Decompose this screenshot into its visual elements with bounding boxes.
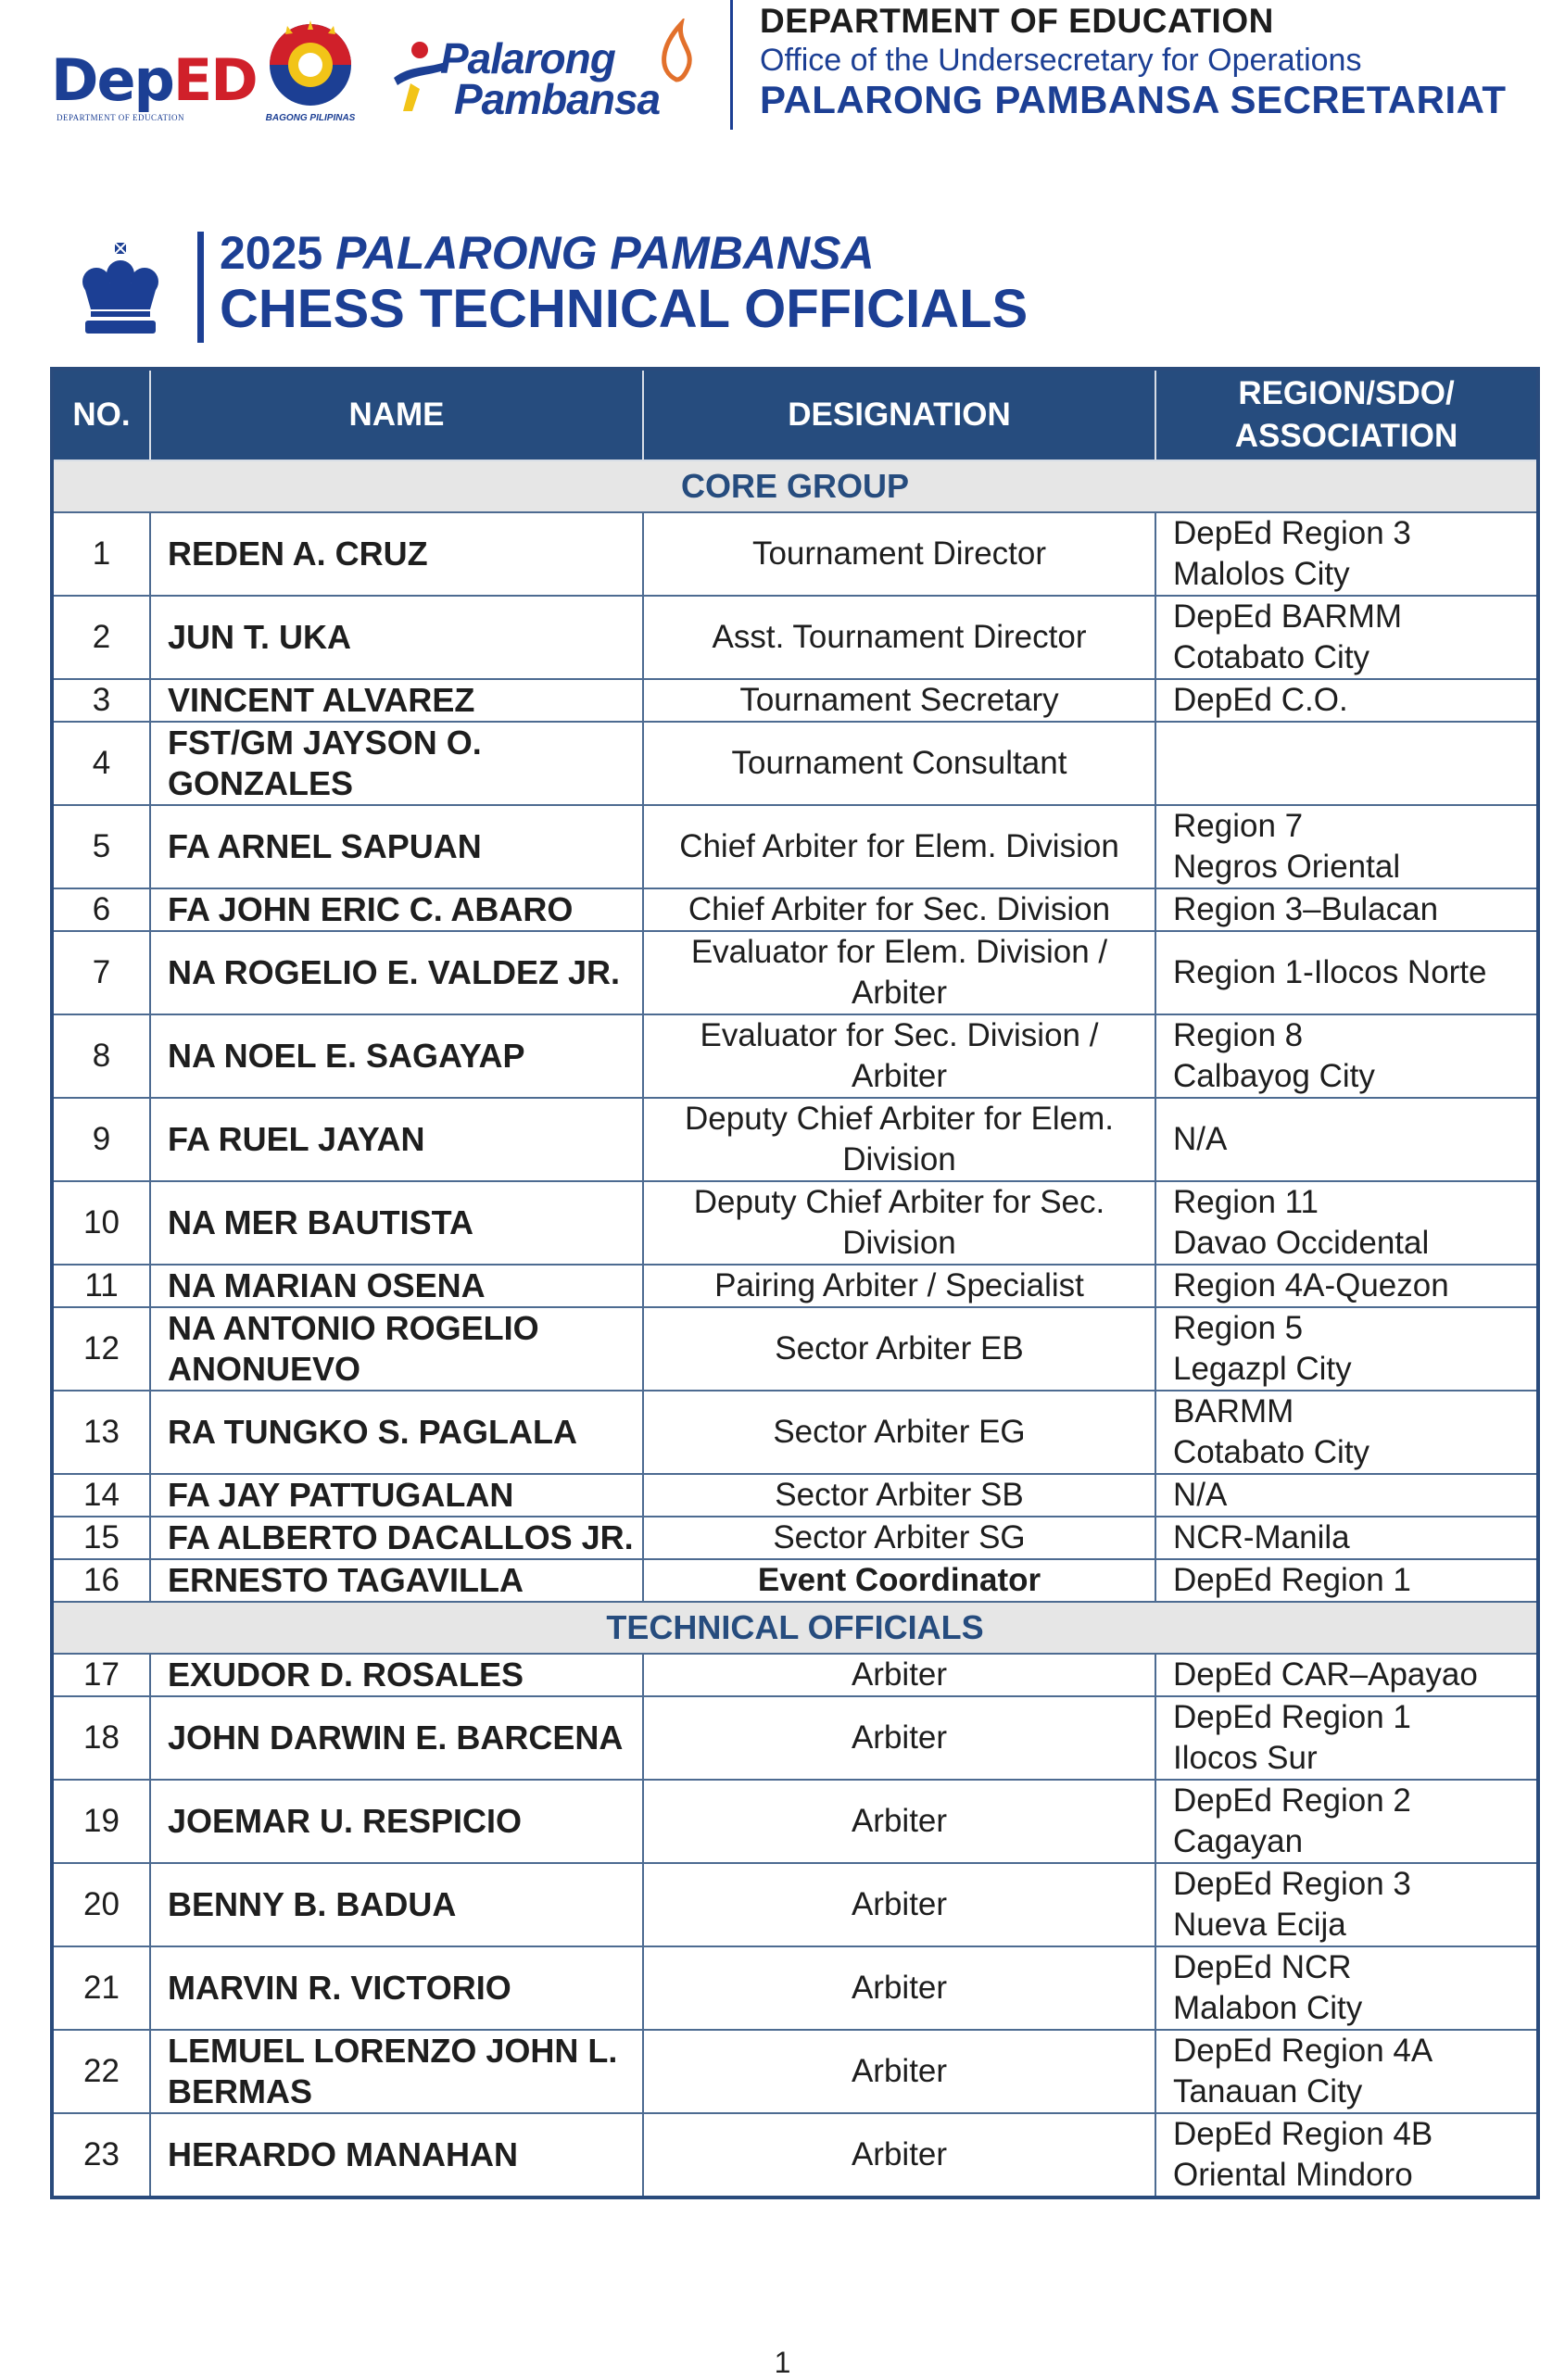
cell-name-line: BERMAS — [168, 2072, 313, 2110]
table-row — [52, 888, 1538, 931]
cell-name — [150, 1098, 643, 1181]
org-department: DEPARTMENT OF EDUCATION — [760, 2, 1274, 40]
table-row — [52, 1696, 1538, 1780]
table-row — [52, 1391, 1538, 1474]
table-row — [52, 1181, 1538, 1265]
cell-region — [1155, 805, 1538, 888]
cell-no: 19 — [52, 1780, 150, 1863]
cell-no: 21 — [52, 1946, 150, 2030]
header-divider — [730, 0, 733, 130]
section-label: TECHNICAL OFFICIALS — [52, 1602, 1538, 1654]
table-row — [52, 512, 1538, 596]
cell-name — [150, 888, 643, 931]
cell-no: 7 — [52, 931, 150, 1014]
cell-designation — [643, 512, 1155, 596]
cell-region-line: Oriental Mindoro — [1173, 2157, 1413, 2193]
cell-designation-line: Chief Arbiter for Elem. Division — [679, 828, 1119, 864]
cell-name-line: NA MARIAN OSENA — [168, 1266, 486, 1304]
cell-region-line: DepEd BARMM — [1173, 598, 1403, 635]
cell-region-line: Davao Occidental — [1173, 1225, 1430, 1261]
cell-no: 18 — [52, 1696, 150, 1780]
table-row — [52, 1014, 1538, 1098]
cell-designation-line: Tournament Director — [751, 535, 1047, 572]
org-office: Office of the Undersecretary for Operations — [760, 43, 1362, 78]
cell-name — [150, 512, 643, 596]
cell-no: 2 — [52, 596, 150, 679]
header-designation: DESIGNATION — [643, 369, 1155, 460]
cell-designation-line: Tournament Secretary — [739, 682, 1059, 718]
cell-designation-line: Pairing Arbiter / Specialist — [714, 1267, 1084, 1303]
cell-no: 9 — [52, 1098, 150, 1181]
table-row — [52, 1474, 1538, 1517]
page-title-year-event — [220, 226, 875, 280]
section-row — [52, 460, 1538, 512]
title-year: 2025 — [220, 227, 323, 279]
cell-name-line: FST/GM JAYSON O. GONZALES — [168, 724, 482, 802]
cell-name — [150, 805, 643, 888]
cell-region-line: DepEd CAR–Apayao — [1173, 1656, 1478, 1693]
cell-region-line: DepEd Region 3 — [1173, 515, 1411, 551]
cell-name — [150, 1946, 643, 2030]
cell-region — [1155, 722, 1538, 805]
table-row — [52, 679, 1538, 722]
deped-logo-subtitle: DEPARTMENT OF EDUCATION — [57, 113, 184, 122]
title-event: PALARONG PAMBANSA — [335, 227, 875, 279]
cell-designation-line: Sector Arbiter SB — [775, 1477, 1024, 1513]
cell-designation-line: Chief Arbiter for Sec. Division — [688, 891, 1111, 927]
cell-name-line: FA JAY PATTUGALAN — [168, 1476, 514, 1514]
cell-designation-line: Arbiter — [851, 1058, 948, 1094]
cell-region — [1155, 888, 1538, 931]
cell-name — [150, 1307, 643, 1391]
cell-region-line: DepEd C.O. — [1173, 682, 1348, 718]
cell-name — [150, 722, 643, 805]
cell-name-line: LEMUEL LORENZO JOHN L. — [168, 2032, 618, 2070]
cell-designation — [643, 722, 1155, 805]
cell-region-line: DepEd Region 1 — [1173, 1562, 1411, 1598]
cell-region-line: Calbayog City — [1173, 1058, 1375, 1094]
cell-region — [1155, 2113, 1538, 2197]
table-row — [52, 2030, 1538, 2113]
cell-designation-line: Arbiter — [851, 1656, 948, 1693]
header-region-line1: REGION/SDO/ — [1238, 375, 1455, 411]
table-row — [52, 1517, 1538, 1559]
cell-designation — [643, 2113, 1155, 2197]
cell-region-line: Region 5 — [1173, 1310, 1304, 1346]
section-label: CORE GROUP — [52, 460, 1538, 512]
cell-region-line: DepEd Region 3 — [1173, 1866, 1411, 1902]
cell-name-line: FA ALBERTO DACALLOS JR. — [168, 1518, 634, 1556]
cell-region-line: DepEd Region 1 — [1173, 1699, 1411, 1735]
cell-region-line: Region 11 — [1173, 1184, 1319, 1220]
cell-designation — [643, 1265, 1155, 1307]
cell-region — [1155, 596, 1538, 679]
table-body — [52, 460, 1538, 2197]
cell-designation-line: Asst. Tournament Director — [712, 619, 1087, 655]
cell-name-line: JOHN DARWIN E. BARCENA — [168, 1719, 624, 1757]
header-no: NO. — [52, 369, 150, 460]
cell-designation-line: Tournament Consultant — [731, 745, 1067, 781]
cell-region-line: Legazpl City — [1173, 1351, 1352, 1387]
cell-name-line: ERNESTO TAGAVILLA — [168, 1561, 524, 1599]
table-row — [52, 805, 1538, 888]
cell-designation — [643, 1014, 1155, 1098]
cell-no: 22 — [52, 2030, 150, 2113]
bagong-pilipinas-logo — [250, 17, 371, 128]
cell-name-line: JOEMAR U. RESPICIO — [168, 1802, 523, 1840]
table-row — [52, 1654, 1538, 1696]
cell-region — [1155, 1946, 1538, 2030]
cell-no: 11 — [52, 1265, 150, 1307]
cell-no: 16 — [52, 1559, 150, 1602]
chess-king-icon — [76, 243, 165, 335]
cell-region-line: Nueva Ecija — [1173, 1907, 1346, 1943]
table-row — [52, 1863, 1538, 1946]
title-accent-bar — [197, 232, 204, 343]
cell-name — [150, 1181, 643, 1265]
table-row — [52, 722, 1538, 805]
cell-name — [150, 1265, 643, 1307]
cell-designation — [643, 1780, 1155, 1863]
cell-region-line: Negros Oriental — [1173, 849, 1401, 885]
cell-region — [1155, 512, 1538, 596]
cell-no: 4 — [52, 722, 150, 805]
cell-name-line: NA ANTONIO ROGELIO — [168, 1309, 539, 1347]
cell-designation — [643, 1863, 1155, 1946]
cell-name-line: BENNY B. BADUA — [168, 1885, 457, 1923]
cell-region — [1155, 679, 1538, 722]
cell-region — [1155, 1863, 1538, 1946]
deped-logo-wordmark: DepED — [51, 46, 257, 114]
cell-name-line: EXUDOR D. ROSALES — [168, 1656, 524, 1694]
cell-name-line: VINCENT ALVAREZ — [168, 681, 475, 719]
cell-no: 8 — [52, 1014, 150, 1098]
cell-designation-line: Arbiter — [851, 975, 948, 1011]
header-region — [1155, 369, 1538, 460]
cell-designation-line: Evaluator for Elem. Division / — [690, 934, 1108, 970]
cell-region-line: Ilocos Sur — [1173, 1740, 1318, 1776]
cell-region — [1155, 1307, 1538, 1391]
cell-designation — [643, 1946, 1155, 2030]
cell-designation-line: Sector Arbiter EB — [775, 1330, 1024, 1366]
table-row — [52, 2113, 1538, 2197]
cell-no: 3 — [52, 679, 150, 722]
org-secretariat: PALARONG PAMBANSA SECRETARIAT — [760, 78, 1507, 121]
cell-region — [1155, 1654, 1538, 1696]
cell-designation-line: Arbiter — [851, 1970, 948, 2006]
cell-name — [150, 1391, 643, 1474]
page-header — [0, 0, 1565, 139]
cell-region-line: N/A — [1173, 1477, 1228, 1513]
page-number: 1 — [774, 2346, 791, 2379]
cell-designation-line: Deputy Chief Arbiter for Sec. — [693, 1184, 1105, 1220]
palarong-logo-line2: Pambansa — [454, 75, 661, 123]
cell-designation-line: Deputy Chief Arbiter for Elem. — [685, 1101, 1114, 1137]
cell-name-line: NA ROGELIO E. VALDEZ JR. — [168, 953, 621, 991]
cell-designation — [643, 679, 1155, 722]
cell-name-line: MARVIN R. VICTORIO — [168, 1969, 511, 2007]
cell-no: 14 — [52, 1474, 150, 1517]
header-region-line2: ASSOCIATION — [1234, 418, 1458, 454]
cell-name-line: FA RUEL JAYAN — [168, 1120, 425, 1158]
flame-icon — [653, 19, 700, 83]
table-row — [52, 1780, 1538, 1863]
cell-name — [150, 2113, 643, 2197]
cell-name-line: JUN T. UKA — [168, 618, 352, 656]
cell-region — [1155, 1517, 1538, 1559]
cell-region-line: DepEd Region 2 — [1173, 1782, 1411, 1819]
cell-designation-line: Arbiter — [851, 1719, 948, 1756]
cell-region — [1155, 1265, 1538, 1307]
cell-region-line: Malabon City — [1173, 1990, 1363, 2026]
cell-designation — [643, 1654, 1155, 1696]
palarong-pambansa-logo — [375, 17, 718, 123]
cell-region-line: Region 4A-Quezon — [1173, 1267, 1449, 1303]
table-row — [52, 1559, 1538, 1602]
cell-designation — [643, 2030, 1155, 2113]
cell-region-line: DepEd NCR — [1173, 1949, 1352, 1985]
cell-no: 23 — [52, 2113, 150, 2197]
cell-name — [150, 1780, 643, 1863]
cell-region-line: N/A — [1173, 1121, 1228, 1157]
cell-name — [150, 1474, 643, 1517]
cell-region — [1155, 1098, 1538, 1181]
cell-region — [1155, 1391, 1538, 1474]
table-row — [52, 1946, 1538, 2030]
cell-designation — [643, 1307, 1155, 1391]
cell-name-line: FA ARNEL SAPUAN — [168, 827, 482, 865]
cell-name — [150, 2030, 643, 2113]
cell-region-line: DepEd Region 4A — [1173, 2033, 1433, 2069]
cell-name-line: HERARDO MANAHAN — [168, 2135, 518, 2173]
cell-designation-line: Arbiter — [851, 2053, 948, 2089]
header-name: NAME — [150, 369, 643, 460]
cell-region — [1155, 1780, 1538, 1863]
section-row — [52, 1602, 1538, 1654]
table-row — [52, 931, 1538, 1014]
cell-designation-line: Arbiter — [851, 1886, 948, 1922]
cell-region-line: Region 8 — [1173, 1017, 1304, 1053]
cell-designation — [643, 1559, 1155, 1602]
cell-name-line: RA TUNGKO S. PAGLALA — [168, 1413, 577, 1451]
cell-name — [150, 679, 643, 722]
page-title: CHESS TECHNICAL OFFICIALS — [220, 279, 1029, 339]
cell-designation — [643, 1474, 1155, 1517]
cell-no: 5 — [52, 805, 150, 888]
cell-designation-line: Division — [842, 1225, 956, 1261]
cell-region — [1155, 1474, 1538, 1517]
cell-designation — [643, 1098, 1155, 1181]
cell-designation-line: Arbiter — [851, 2136, 948, 2172]
cell-name-line: REDEN A. CRUZ — [168, 535, 428, 573]
cell-designation-line: Evaluator for Sec. Division / — [700, 1017, 1099, 1053]
table-row — [52, 1307, 1538, 1391]
officials-table-wrap — [50, 367, 1536, 2199]
cell-region-line: NCR-Manila — [1173, 1519, 1350, 1555]
cell-designation — [643, 1696, 1155, 1780]
cell-region — [1155, 2030, 1538, 2113]
cell-name-line: FA JOHN ERIC C. ABARO — [168, 890, 574, 928]
table-row — [52, 1265, 1538, 1307]
cell-name-line: NA NOEL E. SAGAYAP — [168, 1037, 525, 1075]
cell-designation — [643, 1517, 1155, 1559]
cell-designation — [643, 805, 1155, 888]
bagong-pilipinas-emblem-icon — [250, 17, 371, 113]
cell-region-line: DepEd Region 4B — [1173, 2116, 1433, 2152]
cell-region-line: Tanauan City — [1173, 2073, 1363, 2109]
cell-name — [150, 1517, 643, 1559]
cell-designation — [643, 1391, 1155, 1474]
cell-region-line: BARMM — [1173, 1393, 1294, 1429]
cell-designation — [643, 888, 1155, 931]
cell-name — [150, 1863, 643, 1946]
cell-name-line: NA MER BAUTISTA — [168, 1203, 473, 1241]
cell-name — [150, 1696, 643, 1780]
cell-region-line: Cagayan — [1173, 1823, 1304, 1859]
cell-name — [150, 931, 643, 1014]
cell-designation-line: Arbiter — [851, 1803, 948, 1839]
cell-no: 10 — [52, 1181, 150, 1265]
table-row — [52, 596, 1538, 679]
cell-name-line: ANONUEVO — [168, 1350, 361, 1388]
bagong-pilipinas-label: BAGONG PILIPINAS — [265, 113, 356, 123]
cell-no: 12 — [52, 1307, 150, 1391]
palarong-logo-line1: Palarong — [440, 34, 615, 82]
officials-table — [50, 367, 1540, 2199]
cell-name — [150, 1014, 643, 1098]
cell-designation — [643, 1181, 1155, 1265]
cell-region-line: Malolos City — [1173, 556, 1350, 592]
cell-no: 6 — [52, 888, 150, 931]
cell-no: 1 — [52, 512, 150, 596]
cell-region — [1155, 1696, 1538, 1780]
cell-designation-line: Sector Arbiter EG — [773, 1414, 1026, 1450]
cell-designation-line: Event Coordinator — [757, 1562, 1041, 1598]
cell-region — [1155, 1181, 1538, 1265]
cell-region-line: Region 7 — [1173, 808, 1304, 844]
deped-logo — [51, 28, 257, 130]
cell-region-line: Cotabato City — [1173, 1434, 1370, 1470]
cell-name — [150, 1654, 643, 1696]
cell-no: 17 — [52, 1654, 150, 1696]
cell-no: 15 — [52, 1517, 150, 1559]
cell-designation-line: Division — [842, 1141, 956, 1177]
cell-designation — [643, 931, 1155, 1014]
cell-region-line: Cotabato City — [1173, 639, 1370, 675]
table-row — [52, 1098, 1538, 1181]
cell-no: 20 — [52, 1863, 150, 1946]
table-header-row — [52, 369, 1538, 460]
cell-region — [1155, 1559, 1538, 1602]
cell-region — [1155, 1014, 1538, 1098]
cell-designation-line: Sector Arbiter SG — [773, 1519, 1026, 1555]
cell-name — [150, 1559, 643, 1602]
cell-region — [1155, 931, 1538, 1014]
cell-region-line: Region 3–Bulacan — [1173, 891, 1439, 927]
cell-no: 13 — [52, 1391, 150, 1474]
cell-region-line: Region 1-Ilocos Norte — [1173, 954, 1487, 990]
cell-name — [150, 596, 643, 679]
cell-designation — [643, 596, 1155, 679]
